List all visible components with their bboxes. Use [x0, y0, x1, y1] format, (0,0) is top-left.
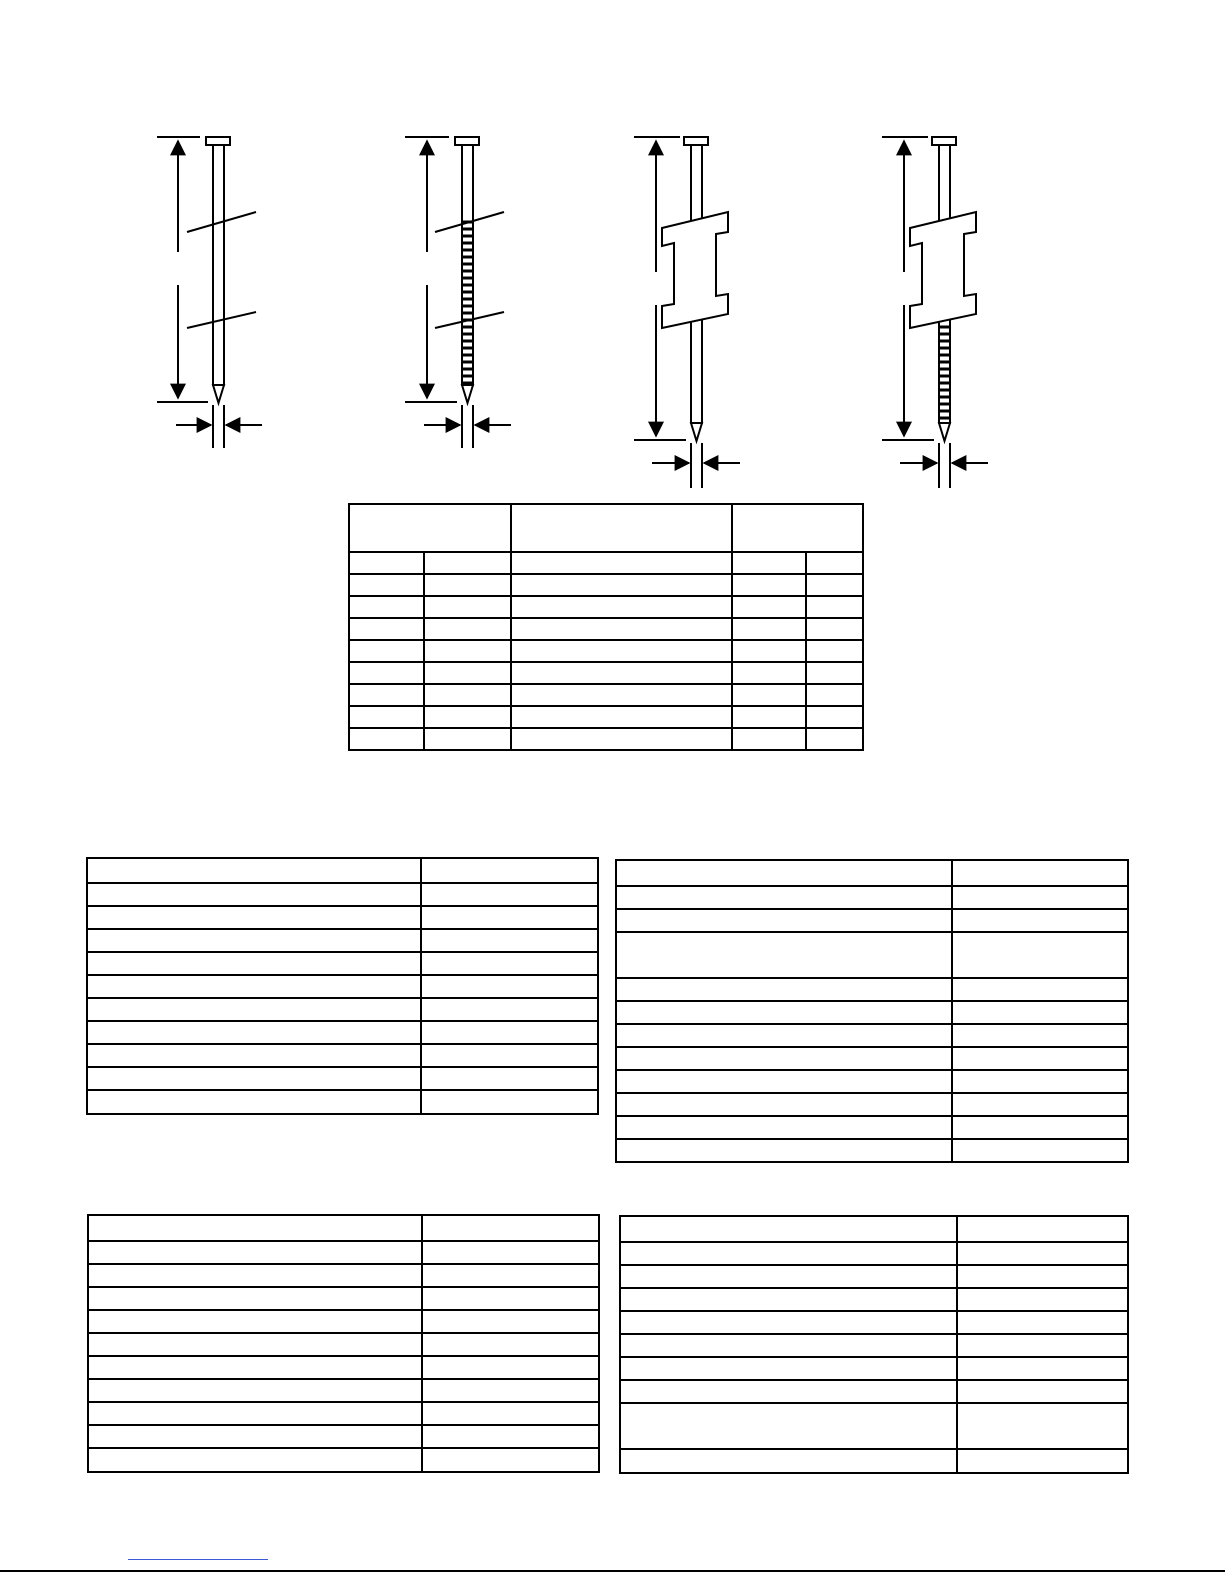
table-row: [88, 1333, 599, 1356]
table-row: [620, 1357, 1128, 1380]
table-top-left: [86, 857, 599, 1115]
table-row: [616, 932, 1128, 978]
table-row: [620, 1265, 1128, 1288]
table-row: [349, 574, 863, 596]
table-row: [620, 1334, 1128, 1357]
nail-collated-smooth: [634, 137, 740, 488]
header-cell: [349, 504, 511, 552]
table-row: [87, 1090, 598, 1114]
nail-dimension-diagram: [0, 0, 1225, 500]
header-cell: [732, 504, 863, 552]
table-row: [620, 1288, 1128, 1311]
table-row: [88, 1379, 599, 1402]
table-row: [88, 1310, 599, 1333]
table-row: [88, 1287, 599, 1310]
table-row: [88, 1425, 599, 1448]
table-row: [616, 1024, 1128, 1047]
table-row: [616, 1116, 1128, 1139]
nail-spec-table: [348, 503, 864, 751]
table-row: [616, 860, 1128, 886]
table-row: [349, 662, 863, 684]
table-row: [88, 1264, 599, 1287]
table-row: [620, 1449, 1128, 1473]
page-bottom-rule: [0, 1570, 1225, 1572]
table-row: [88, 1356, 599, 1379]
table-row: [87, 1067, 598, 1090]
table-row: [88, 1402, 599, 1425]
table-row: [616, 978, 1128, 1001]
nail-smooth-shank: [157, 137, 262, 448]
table-row: [616, 1047, 1128, 1070]
nail-ring-shank: [405, 137, 511, 448]
table-row: [620, 1311, 1128, 1334]
table-row: [87, 975, 598, 998]
hyperlink-underline[interactable]: [128, 1559, 268, 1560]
table-row: [349, 618, 863, 640]
table-row: [616, 1001, 1128, 1024]
table-row: [88, 1241, 599, 1264]
header-cell: [511, 504, 732, 552]
table-top-right: [615, 859, 1129, 1163]
table-row: [87, 1021, 598, 1044]
table-row: [349, 596, 863, 618]
table-row: [616, 1139, 1128, 1162]
table-row: [620, 1216, 1128, 1242]
table-header-row: [349, 504, 863, 552]
table-row: [616, 909, 1128, 932]
table-row: [349, 706, 863, 728]
table-row: [87, 998, 598, 1021]
table-row: [349, 640, 863, 662]
table-row: [87, 952, 598, 975]
table-row: [620, 1380, 1128, 1403]
nail-collated-ring: [882, 137, 988, 488]
table-row: [616, 1070, 1128, 1093]
table-row: [87, 906, 598, 929]
table-row: [88, 1215, 599, 1241]
table-bottom-right: [619, 1215, 1129, 1474]
table-row: [87, 858, 598, 883]
table-row: [349, 728, 863, 750]
table-row: [88, 1448, 599, 1472]
table-row: [349, 684, 863, 706]
table-row: [87, 1044, 598, 1067]
table-row: [616, 886, 1128, 909]
table-row: [620, 1242, 1128, 1265]
table-row: [87, 929, 598, 952]
table-row: [616, 1093, 1128, 1116]
table-row: [87, 883, 598, 906]
table-row: [349, 552, 863, 574]
table-row: [620, 1403, 1128, 1449]
table-bottom-left: [87, 1214, 600, 1473]
